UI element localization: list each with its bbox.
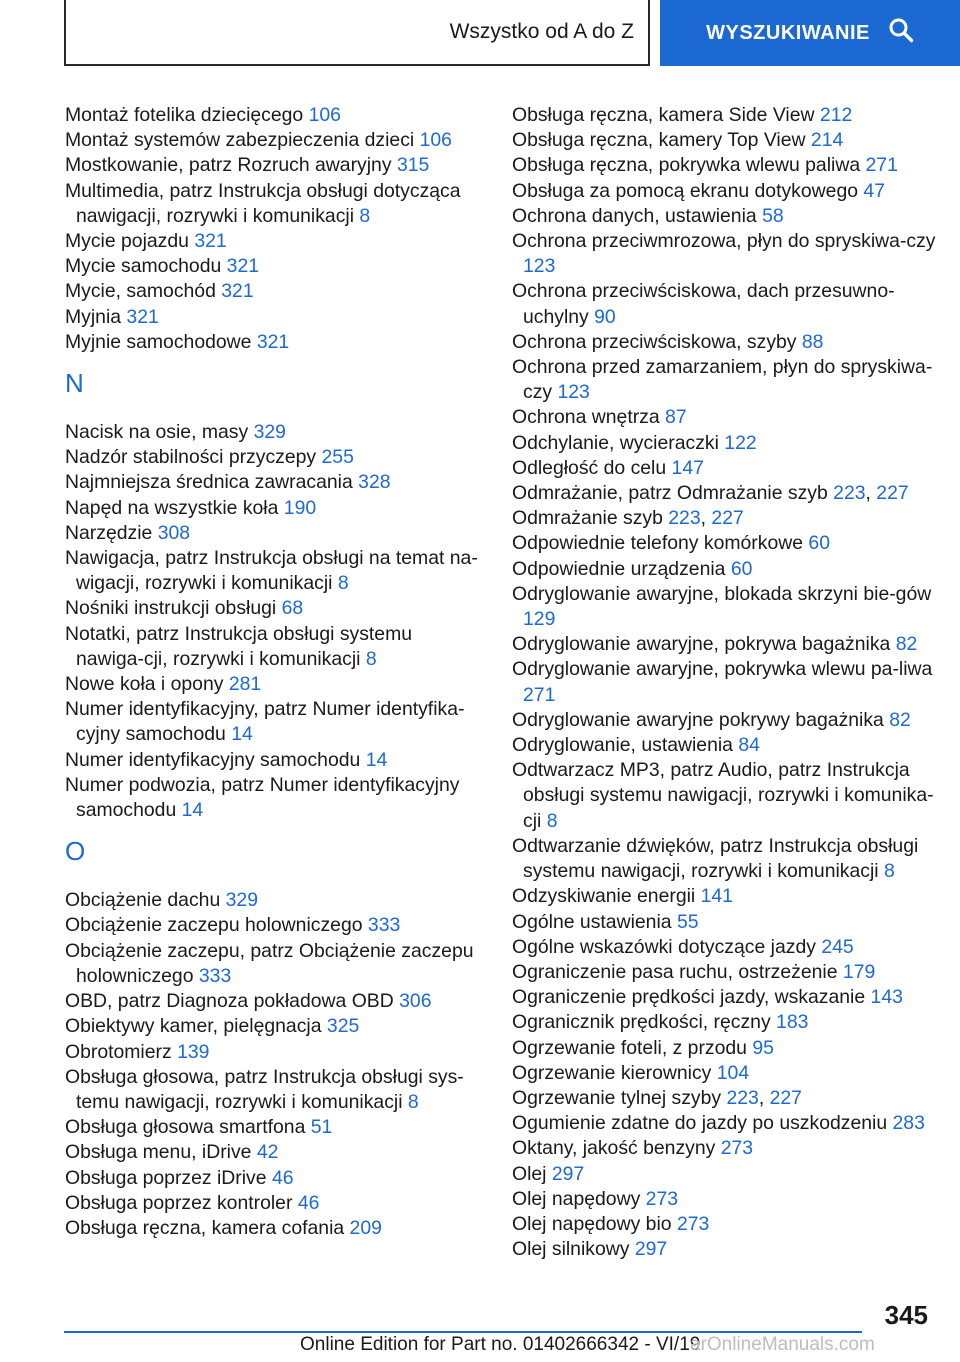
page-link[interactable]: 227 [876,482,909,505]
index-entry [512,179,942,204]
page-link[interactable]: 328 [358,471,391,494]
index-entry-term: Ogumienie zdatne do jazdy po uszkodzeniu [512,1112,893,1135]
page-link[interactable]: 190 [283,496,317,519]
index-entry-term: Narzędzie [65,521,158,544]
index-entry [65,229,485,254]
index-entry [65,989,485,1014]
page-link[interactable]: 82 [889,708,911,731]
index-entry [65,1140,485,1165]
page-link[interactable]: 281 [228,673,262,696]
index-entry [512,935,942,960]
index-entry-term: Myjnia [65,305,127,328]
index-entry [65,773,485,823]
index-entry-term: Mycie samochodu [65,255,227,278]
page-link[interactable]: 297 [551,1162,585,1185]
index-entry [512,279,942,329]
page-link[interactable]: 179 [842,960,876,983]
index-entry: Ogrzewanie tylnej szyby 223, 227 [512,1086,802,1109]
index-entry-term: Numer identyfikacyjny, patrz Numer identyfika-cyjny samochodu [65,698,465,746]
index-entry [512,657,942,707]
index-column-left [65,103,485,1241]
index-entry [512,405,942,430]
index-entry-term: Obciążenie dachu [65,889,226,912]
index-entry-term: Obciążenie zaczepu holowniczego [65,914,368,937]
page-link[interactable]: 8 [359,204,371,227]
index-entry-term: Obsługa poprzez kontroler [65,1191,298,1214]
index-entry-term: Ogólne ustawienia [512,910,677,933]
page-link[interactable]: 297 [634,1238,668,1261]
index-entry-term: Ogrzewanie foteli, z przodu [512,1036,753,1059]
page-link[interactable]: 329 [253,421,286,444]
index-entry [65,103,485,128]
index-entry-term: Obsługa poprzez iDrive [65,1166,272,1189]
page-link[interactable]: 14 [231,723,253,746]
index-entry [65,1014,485,1039]
index-entry [512,1036,942,1061]
page-link[interactable]: 321 [256,330,290,353]
index-entry [512,632,942,657]
page-link[interactable]: 46 [297,1191,320,1214]
page-link[interactable]: 271 [865,154,898,177]
index-entry-term: Ochrona przed zamarzaniem, płyn do spryskiwa-czy [512,356,933,404]
page-link[interactable]: 68 [281,597,304,620]
page-link[interactable]: 143 [870,986,903,1009]
page-link[interactable]: 8 [365,647,377,670]
page-link[interactable]: 227 [769,1086,802,1109]
index-entry-term: Ogrzewanie tylnej szyby [512,1086,727,1109]
page-link[interactable]: 60 [730,557,753,580]
index-entry [65,153,485,178]
edition-note: Online Edition for Part no. 01402666342 - VI/19 [300,1334,701,1355]
index-entry-term: Mycie, samochód [65,280,222,303]
index-entry [512,1111,942,1136]
index-entry [65,1191,485,1216]
page-link[interactable]: 58 [762,204,784,227]
index-entry-term: Nowe koła i opony [65,673,229,696]
index-entry-term: Olej napędowy [512,1187,646,1210]
page-link[interactable]: 321 [221,280,254,303]
index-entry-term: Odryglowanie awaryjne pokrywy bagażnika [512,708,890,731]
index-entry [65,596,485,621]
index-entry [65,1115,485,1140]
index-entry-term: Odtwarzanie dźwięków, patrz Instrukcja obsługi systemu nawigacji, rozrywki i komunikacji [512,834,919,883]
page-link[interactable]: 47 [863,179,885,202]
index-entry-term: Notatki, patrz Instrukcja obsługi systemu nawiga-cji, rozrywki i komunikacji [65,622,413,670]
index-entry-term: Odryglowanie awaryjne, pokrywa bagażnika [512,633,896,656]
index-entry [512,985,942,1010]
index-entry [65,279,485,304]
index-entry [65,521,485,546]
index-entry [65,1216,485,1241]
page-link[interactable]: 283 [892,1112,925,1135]
page-link[interactable]: 212 [819,104,853,126]
page-number: 345 [884,1300,928,1330]
index-entry-term: Ograniczenie pasa ruchu, ostrzeżenie [512,960,843,983]
index-entry [65,470,485,495]
index-entry-term: Obsługa za pomocą ekranu dotykowego [512,179,864,202]
page-link[interactable]: 325 [326,1015,360,1038]
index-entry [65,1040,485,1065]
page-link[interactable]: 60 [808,532,830,555]
index-entry [512,834,942,884]
page-link[interactable]: 87 [665,406,687,429]
index-entry [512,204,942,229]
index-entry-term: Ochrona przeciwściskowa, szyby [512,330,802,353]
page-link[interactable]: 14 [181,799,204,822]
index-entry-term: Obciążenie zaczepu, patrz Obciążenie zaczepu holowniczego [65,939,474,987]
index-entry [512,355,942,405]
index-entry-term: Ochrona wnętrza [512,406,666,429]
page-link[interactable]: 42 [256,1141,279,1164]
page-link[interactable]: 227 [711,507,744,530]
page-link[interactable]: 271 [523,683,556,706]
index-entry [65,672,485,697]
index-entry-term: Ochrona danych, ustawienia [512,204,763,227]
index-entry-term: Odmrażanie, patrz Odmrażanie szyb [512,482,834,505]
page-link[interactable]: 123 [557,381,590,404]
index-entry-term: Montaż fotelika dziecięcego [65,104,309,126]
index-entry-term: Nośniki instrukcji obsługi [65,597,282,620]
page-link[interactable]: 273 [720,1137,754,1160]
page-link[interactable]: 306 [399,990,432,1013]
page-link[interactable]: 14 [365,748,388,771]
page-link[interactable]: 141 [700,885,733,908]
tab-search[interactable] [660,0,960,66]
page-link[interactable]: 321 [226,255,260,278]
index-entry [512,1187,942,1212]
index-entry [512,582,942,632]
index-entry-term: OBD, patrz Diagnoza pokładowa OBD [65,990,400,1013]
index-entry-term: Odryglowanie, ustawienia [512,734,739,757]
page-link[interactable]: 84 [738,734,760,757]
index-entry [512,708,942,733]
index-entry [65,1166,485,1191]
index-entry [65,420,485,445]
index-entry-term: Napęd na wszystkie koła [65,496,284,519]
index-entry [512,128,942,153]
index-entry-term: Mostkowanie, patrz Rozruch awaryjny [65,154,397,177]
page-link[interactable]: 8 [407,1090,419,1113]
footer-divider [64,1331,862,1333]
page-link[interactable]: 273 [645,1187,679,1210]
index-entry-term: Olej silnikowy [512,1238,635,1261]
page-link[interactable]: 255 [321,446,354,469]
index-entry-term: Odryglowanie awaryjne, pokrywka wlewu pa-liwa [512,658,933,681]
index-entry-term: Numer podwozia, patrz Numer identyfikacyjny samochodu [65,773,460,822]
index-entry-term: Obiektywy kamer, pielęgnacja [65,1015,327,1038]
index-entry-term: Nacisk na osie, masy [65,421,254,444]
index-entry-term: Odpowiednie urządzenia [512,557,731,580]
page-link[interactable]: 122 [724,431,757,454]
index-entry [65,697,485,747]
index-entry-term: Obsługa menu, iDrive [65,1141,257,1164]
index-entry-term: Ogranicznik prędkości, ręczny [512,1011,777,1034]
page-link[interactable]: 90 [594,305,616,328]
index-entry [65,546,485,596]
index-entry-term: Ochrona przeciwściskowa, dach przesuwno-uchylny [512,280,895,328]
index-entry-term: Nawigacja, patrz Instrukcja obsługi na temat na-wigacji, rozrywki i komunikacji [65,547,478,595]
index-entry [65,1065,485,1115]
index-entry [65,330,485,355]
index-entry: Odmrażanie szyb 223, 227 [512,507,744,530]
index-entry: Odmrażanie, patrz Odmrażanie szyb 223, 227 [512,482,909,505]
page-link[interactable]: 321 [126,305,159,328]
index-entry-term: Odtwarzacz MP3, patrz Audio, patrz Instrukcja obsługi systemu nawigacji, rozrywki i komunika-cji [512,759,934,832]
index-entry [512,330,942,355]
index-entry-term: Nadzór stabilności przyczepy [65,446,322,469]
page-link[interactable]: 82 [895,633,918,656]
page-link[interactable]: 315 [396,154,430,177]
search-icon [888,17,914,49]
index-entry-term: Odchylanie, wycieraczki [512,431,725,454]
page-link[interactable]: 55 [676,910,699,933]
page-link[interactable]: 147 [671,456,704,479]
page-link[interactable]: 329 [225,889,258,912]
index-entry [512,1212,942,1237]
index-entry-term: Odzyskiwanie energii [512,885,701,908]
index-entry [65,748,485,773]
index-entry-term: Odpowiednie telefony komórkowe [512,532,809,555]
index-entry-term: Odległość do celu [512,456,672,479]
page-link[interactable]: 245 [821,935,854,958]
index-entry-term: Obsługa ręczna, kamery Top View [512,129,811,152]
index-entry [512,1061,942,1086]
page-link[interactable]: 209 [349,1216,382,1239]
tab-search-label: WYSZUKIWANIE [706,21,870,44]
section-letter: N [65,368,84,399]
page-link[interactable]: 223 [833,482,866,505]
index-entry [512,758,942,834]
index-entry-term: Odryglowanie awaryjne, blokada skrzyni bie-gów [512,582,932,605]
page-link[interactable]: 273 [676,1212,710,1235]
tab-a-to-z[interactable] [64,0,650,66]
index-entry [512,1237,942,1262]
index-entry-term: Ogrzewanie kierownicy [512,1061,717,1084]
page-link[interactable]: 95 [752,1036,774,1059]
page-link[interactable]: 104 [716,1061,750,1084]
index-entry-term: Obrotomierz [65,1040,178,1063]
index-entry [512,456,942,481]
index-entry [512,153,942,178]
page-link[interactable]: 51 [310,1116,333,1139]
index-entry-term: Olej napędowy bio [512,1212,677,1235]
index-entry-term: Mycie pojazdu [65,230,195,253]
page-link[interactable]: 106 [419,129,452,152]
index-entry-term: Ogólne wskazówki dotyczące jazdy [512,935,822,958]
index-entry-term: Obsługa głosowa smartfona [65,1116,311,1139]
index-entry [65,254,485,279]
index-entry [512,884,942,909]
page-link[interactable]: 8 [546,809,558,832]
page-link[interactable]: 308 [157,521,191,544]
index-entry [512,733,942,758]
index-entry-term: Ochrona przeciwmrozowa, płyn do spryskiwa-czy [512,230,936,253]
index-entry [512,431,942,456]
section-letter: O [65,836,86,867]
index-entry [512,557,942,582]
page-link[interactable]: 321 [194,230,227,253]
index-entry [512,910,942,935]
index-entry [65,128,485,153]
index-entry-term: Myjnie samochodowe [65,330,257,353]
index-entry-term: Multimedia, patrz Instrukcja obsługi dotycząca nawigacji, rozrywki i komunikacji [65,179,461,227]
index-entry [512,531,942,556]
page-link[interactable]: 223 [726,1086,759,1109]
index-entry [65,913,485,938]
index-entry-term: Montaż systemów zabezpieczenia dzieci [65,129,420,152]
index-entry-term: Odmrażanie szyb [512,507,669,530]
index-entry-term: Obsługa ręczna, pokrywka wlewu paliwa [512,154,866,177]
page-link[interactable]: 223 [668,507,701,530]
index-entry-term: Numer identyfikacyjny samochodu [65,748,366,771]
page-link[interactable]: 8 [883,860,895,883]
index-entry [65,939,485,989]
index-entry-term: Obsługa ręczna, kamera Side View [512,104,820,126]
index-entry-term: Oktany, jakość benzyny [512,1137,721,1160]
page-link[interactable]: 123 [523,255,556,278]
tab-a-to-z-label: Wszystko od A do Z [449,20,634,43]
index-entry-term: Obsługa ręczna, kamera cofania [65,1216,350,1239]
page-link[interactable]: 129 [523,608,556,631]
page-link[interactable]: 88 [801,330,824,353]
page-link[interactable]: 106 [308,104,341,126]
page-link[interactable]: 139 [177,1040,210,1063]
index-entry [65,496,485,521]
page-link[interactable]: 214 [810,129,844,152]
page-link[interactable]: 333 [198,964,232,987]
index-entry [65,888,485,913]
page-link[interactable]: 46 [271,1166,294,1189]
index-entry [65,445,485,470]
index-entry [512,1010,942,1035]
index-entry [65,622,485,672]
index-entry [512,960,942,985]
index-entry-term: Olej [512,1162,552,1185]
index-entry [512,1136,942,1161]
page-link[interactable]: 333 [367,914,401,937]
index-entry [65,179,485,229]
index-entry [512,103,942,128]
index-entry-term: Najmniejsza średnica zawracania [65,471,359,494]
index-entry-term: Ograniczenie prędkości jazdy, wskazanie [512,986,871,1009]
page-link[interactable]: 8 [337,572,349,595]
watermark-logo: arOnlineManuals.com [690,1334,875,1355]
index-column-right [512,103,942,1262]
index-entry-term: Obsługa głosowa, patrz Instrukcja obsługi sys-temu nawigacji, rozrywki i komunikacji [65,1065,464,1113]
index-entry [512,229,942,279]
index-entry [65,305,485,330]
index-entry [512,1162,942,1187]
page-link[interactable]: 183 [776,1011,809,1034]
